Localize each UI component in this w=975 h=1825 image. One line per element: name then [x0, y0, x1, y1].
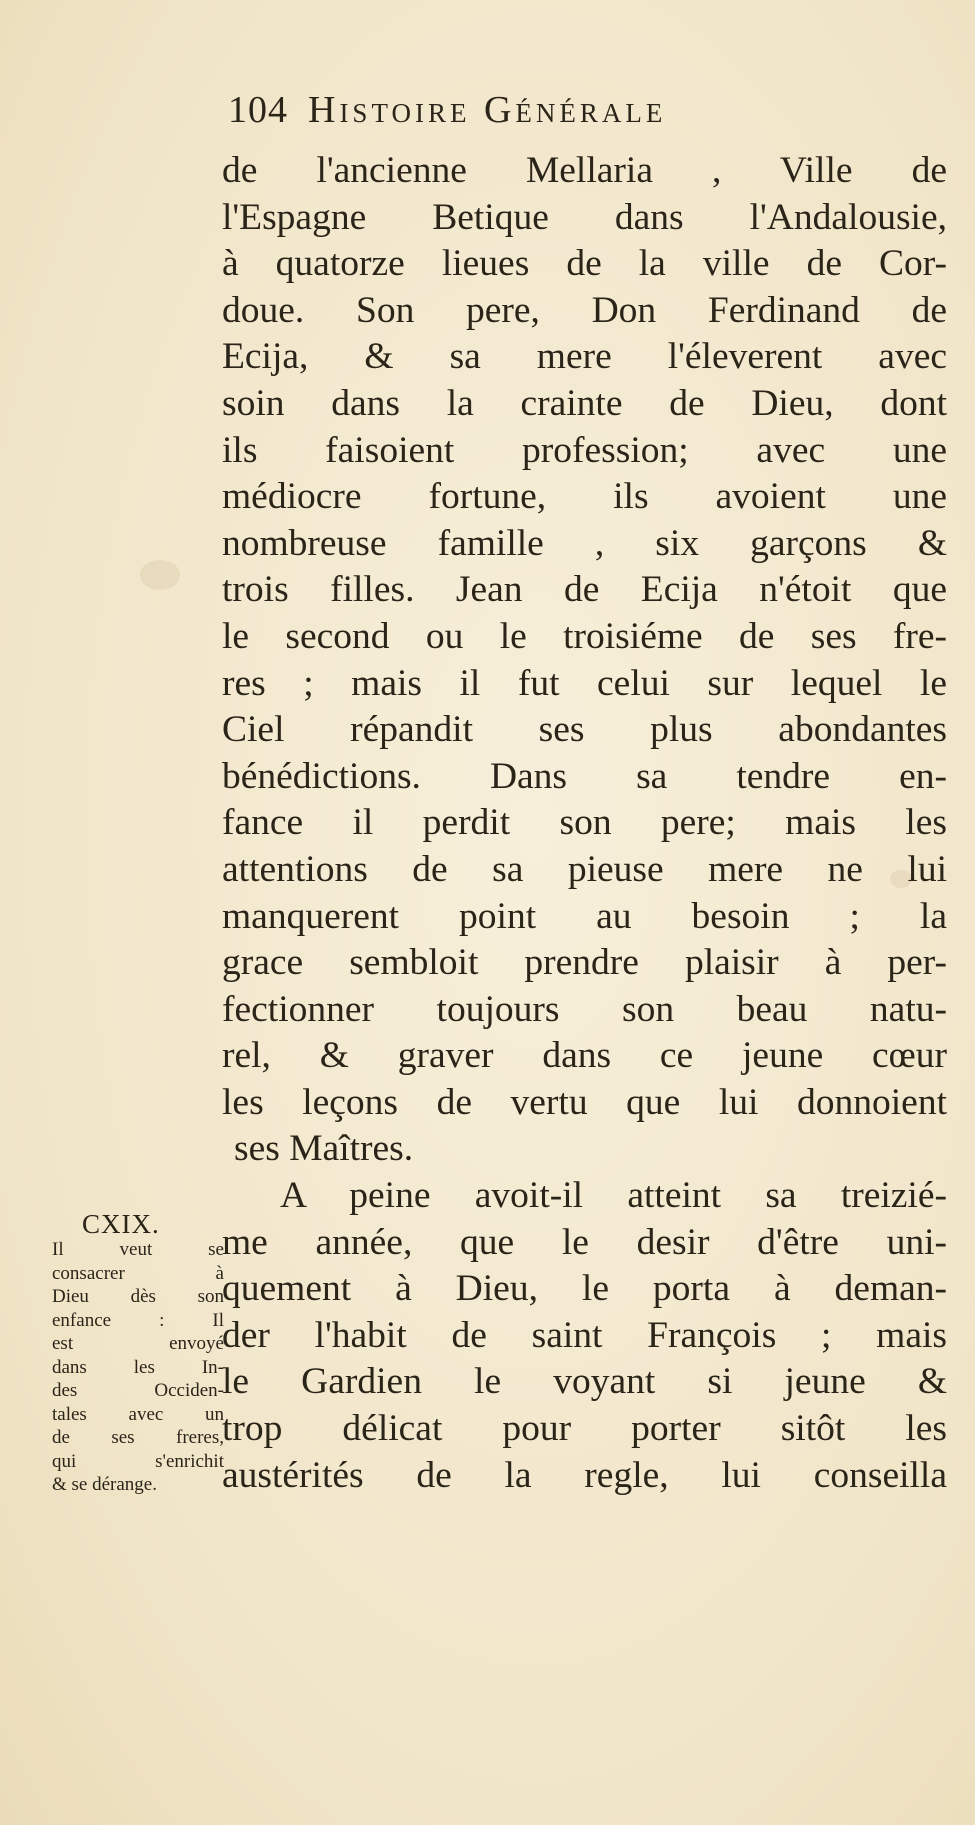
text-line: le Gardien le voyant si jeune &: [222, 1361, 947, 1403]
text-line: soin dans la crainte de Dieu, dont: [222, 382, 947, 424]
text-line: grace sembloit prendre plaisir à per-: [222, 942, 947, 984]
text-line: ses Maîtres.: [234, 1128, 414, 1170]
text-line: le second ou le troisiéme de ses fre-: [222, 615, 947, 657]
page-number: 104: [228, 89, 288, 131]
main-text-block: [222, 148, 947, 1499]
text-line: bénédictions. Dans sa tendre en-: [222, 755, 947, 797]
margin-note-line: & se dérange.: [52, 1474, 157, 1495]
text-line: ils faisoient profession; avec une: [222, 429, 947, 471]
text-line: me année, que le desir d'être uni-: [222, 1221, 947, 1263]
section-numeral: CXIX.: [82, 1209, 160, 1239]
text-line: à quatorze lieues de la ville de Cor-: [222, 243, 947, 285]
margin-note-line: enfance : Il: [52, 1309, 224, 1331]
running-title: Histoire Générale: [308, 89, 667, 131]
text-line: quement à Dieu, le porta à deman-: [222, 1268, 947, 1310]
text-line: Ecija, & sa mere l'éleverent avec: [222, 336, 947, 378]
text-line: doue. Son pere, Don Ferdinand de: [222, 289, 947, 331]
text-line: rel, & graver dans ce jeune cœur: [222, 1035, 947, 1077]
text-line: manquerent point au besoin ; la: [222, 895, 947, 937]
text-line: A peine avoit-il atteint sa treizié-: [280, 1175, 947, 1217]
text-line: res ; mais il fut celui sur lequel le: [222, 662, 947, 704]
margin-note-line: de ses freres,: [52, 1427, 224, 1448]
text-line: de l'ancienne Mellaria , Ville de: [222, 150, 947, 191]
margin-note-line: Dieu dès son: [52, 1286, 224, 1307]
text-line: fectionner toujours son beau natu-: [222, 988, 947, 1030]
text-line: austérités de la regle, lui conseilla: [222, 1454, 947, 1496]
margin-note-line: dans les In-: [52, 1356, 224, 1378]
margin-note-line: consacrer à: [52, 1262, 224, 1284]
text-line: nombreuse famille , six garçons &: [222, 522, 947, 564]
text-line: der l'habit de saint François ; mais: [222, 1314, 947, 1356]
text-line: attentions de sa pieuse mere ne lui: [222, 848, 947, 890]
text-line: les leçons de vertu que lui donnoient: [222, 1081, 947, 1123]
page-header: [228, 88, 928, 148]
text-line: l'Espagne Betique dans l'Andalousie,: [222, 196, 947, 238]
text-line: fance il perdit son pere; mais les: [222, 802, 947, 844]
margin-note-line: tales avec un: [52, 1403, 224, 1425]
paper-stain: [140, 560, 180, 590]
margin-note-line: Il veut se: [52, 1239, 224, 1260]
margin-note-line: qui s'enrichit: [52, 1450, 224, 1472]
margin-note-line: est envoyé: [52, 1333, 224, 1354]
text-line: trois filles. Jean de Ecija n'étoit que: [222, 569, 947, 611]
text-line: médiocre fortune, ils avoient une: [222, 476, 947, 518]
margin-note-line: des Occiden-: [52, 1380, 224, 1401]
marginal-note: [52, 1210, 224, 1497]
text-line: Ciel répandit ses plus abondantes: [222, 709, 947, 751]
text-line: trop délicat pour porter sitôt les: [222, 1408, 947, 1450]
